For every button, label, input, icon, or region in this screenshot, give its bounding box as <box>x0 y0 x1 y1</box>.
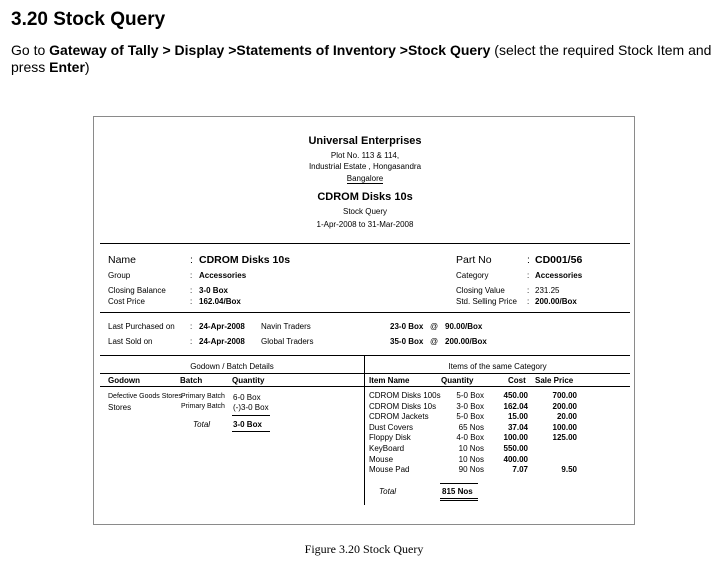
name-value: CDROM Disks 10s <box>199 254 291 266</box>
cost-col-header: Cost <box>508 376 526 385</box>
intro-end: ) <box>84 59 90 75</box>
godown-row-batch: Primary Batch <box>181 393 225 400</box>
colon: : <box>527 254 530 266</box>
group-value: Accessories <box>199 271 247 280</box>
last-sold-label: Last Sold on <box>108 337 153 346</box>
quantity-col-header: Quantity <box>441 376 474 385</box>
cost-price-label: Cost Price <box>108 297 145 306</box>
godown-row-qty: 6-0 Box <box>233 393 261 402</box>
godown-total-underline <box>232 431 270 432</box>
last-sold-date: 24-Apr-2008 <box>199 337 245 346</box>
godown-col-header: Godown <box>108 376 140 385</box>
last-purchased-label: Last Purchased on <box>108 322 175 331</box>
category-row-item-name: Dust Covers <box>369 422 414 432</box>
divider-details <box>100 312 630 313</box>
name-label: Name <box>108 254 137 266</box>
category-total-label: Total <box>379 487 397 496</box>
group-label: Group <box>108 271 131 280</box>
category-row-qty: 10 Nos <box>458 454 484 464</box>
category-row-cost: 400.00 <box>503 454 528 464</box>
colon: : <box>190 254 193 266</box>
category-row-qty: 90 Nos <box>458 465 484 475</box>
colon: : <box>190 297 193 306</box>
category-row-sale-price: 20.00 <box>556 412 577 422</box>
category-row-sale-price: 100.00 <box>552 422 577 432</box>
divider-header <box>100 243 630 244</box>
category-value: Accessories <box>535 271 583 280</box>
last-purchased-date: 24-Apr-2008 <box>199 322 245 331</box>
closing-value-label: Closing Value <box>456 286 505 295</box>
category-row-cost: 550.00 <box>503 444 528 453</box>
last-sold-qty: 35-0 Box <box>390 337 424 346</box>
last-sold-party: Global Traders <box>261 337 314 346</box>
city-text: Bangalore <box>346 174 384 183</box>
colon: : <box>190 322 193 331</box>
category-row-qty: 65 Nos <box>458 422 484 432</box>
category-row-item-name: CDROM Disks 10s <box>369 401 437 411</box>
godown-row-batch: Primary Batch <box>181 403 225 410</box>
intro-paragraph <box>11 42 726 76</box>
category-row-cost: 450.00 <box>503 391 528 400</box>
divider-tables-top <box>100 355 630 356</box>
closing-balance-value: 3-0 Box <box>199 286 228 295</box>
address-line-1: Plot No. 113 & 114, <box>330 151 400 160</box>
report-name: Stock Query <box>342 207 387 216</box>
std-selling-label: Std. Selling Price <box>456 297 517 306</box>
category-section-title: Items of the same Category <box>448 362 547 371</box>
colon: : <box>190 337 193 346</box>
godown-total-label: Total <box>193 420 211 429</box>
category-row-qty: 4-0 Box <box>456 433 484 443</box>
last-purchased-qty: 23-0 Box <box>390 322 424 331</box>
last-sold-at: @ <box>430 337 439 346</box>
company-name: Universal Enterprises <box>308 135 422 147</box>
category-total-rule <box>440 483 478 484</box>
category-row-item-name: CDROM Jackets <box>369 412 429 422</box>
category-row-item-name: Floppy Disk <box>369 433 411 443</box>
std-selling-value: 200.00/Box <box>535 297 577 306</box>
category-row-item-name: KeyBoard <box>369 444 405 453</box>
category-row-sale-price: 9.50 <box>561 465 577 475</box>
address-line-2: Industrial Estate , Hongasandra <box>308 162 422 171</box>
section-title: 3.20 Stock Query <box>11 9 166 30</box>
category-row-cost: 15.00 <box>507 412 528 422</box>
category-label: Category <box>456 271 489 280</box>
godown-row-name: Stores <box>108 403 132 412</box>
category-row-sale-price: 200.00 <box>552 401 577 411</box>
category-row-qty: 10 Nos <box>458 444 484 453</box>
colon: : <box>527 286 530 295</box>
godown-row-name: Defective Goods Stores <box>108 393 182 400</box>
report-period: 1-Apr-2008 to 31-Mar-2008 <box>316 220 414 229</box>
divider-section-titles <box>100 373 630 374</box>
item-name-col-header: Item Name <box>369 376 410 385</box>
last-sold-rate: 200.00/Box <box>445 337 487 346</box>
category-total-underline-2 <box>440 500 478 501</box>
closing-balance-label: Closing Balance <box>108 286 166 295</box>
intro-mid: (select the required Stock Item and press <box>11 42 712 75</box>
category-row-sale-price: 700.00 <box>552 391 577 400</box>
category-row-cost: 162.04 <box>503 401 528 411</box>
part-no-label: Part No <box>456 254 492 266</box>
cost-price-value: 162.04/Box <box>199 297 241 306</box>
category-row-cost: 100.00 <box>503 433 528 443</box>
colon: : <box>190 286 193 295</box>
category-row-cost: 37.04 <box>507 422 528 432</box>
godown-row-qty: (-)3-0 Box <box>233 403 269 412</box>
category-row-cost: 7.07 <box>512 465 528 475</box>
category-row-item-name: Mouse <box>369 454 394 464</box>
category-row-qty: 3-0 Box <box>456 401 484 411</box>
godown-total-value: 3-0 Box <box>233 420 262 429</box>
address-city <box>94 174 636 183</box>
batch-col-header: Batch <box>180 376 203 385</box>
stock-query-report <box>93 116 635 525</box>
last-purchased-at: @ <box>430 322 439 331</box>
divider-col-headers <box>100 386 630 387</box>
intro-menu-path: Gateway of Tally > Display >Statements of Inventory >Stock Query <box>49 42 491 58</box>
category-row-qty: 5-0 Box <box>456 391 484 400</box>
sale-price-col-header: Sale Price <box>535 376 574 385</box>
intro-go-to: Go to <box>11 42 50 58</box>
category-row-sale-price: 125.00 <box>552 433 577 443</box>
category-total-value: 815 Nos <box>442 487 473 496</box>
colon: : <box>527 297 530 306</box>
last-purchased-party: Navin Traders <box>261 322 311 331</box>
colon: : <box>527 271 530 280</box>
category-total-underline-1 <box>440 498 478 499</box>
quantity-col-header: Quantity <box>232 376 265 385</box>
godown-section-title: Godown / Batch Details <box>190 362 274 371</box>
item-title: CDROM Disks 10s <box>317 191 413 203</box>
figure-caption: Figure 3.20 Stock Query <box>304 542 424 556</box>
last-purchased-rate: 90.00/Box <box>445 322 483 331</box>
category-row-item-name: Mouse Pad <box>369 465 410 475</box>
tables-separator <box>364 355 365 505</box>
closing-value-value: 231.25 <box>535 286 560 295</box>
category-row-qty: 5-0 Box <box>456 412 484 422</box>
category-row-item-name: CDROM Disks 100s <box>369 391 441 400</box>
part-no-value: CD001/56 <box>535 254 583 266</box>
intro-key: Enter <box>49 59 85 75</box>
colon: : <box>190 271 193 280</box>
godown-total-rule <box>232 415 270 416</box>
